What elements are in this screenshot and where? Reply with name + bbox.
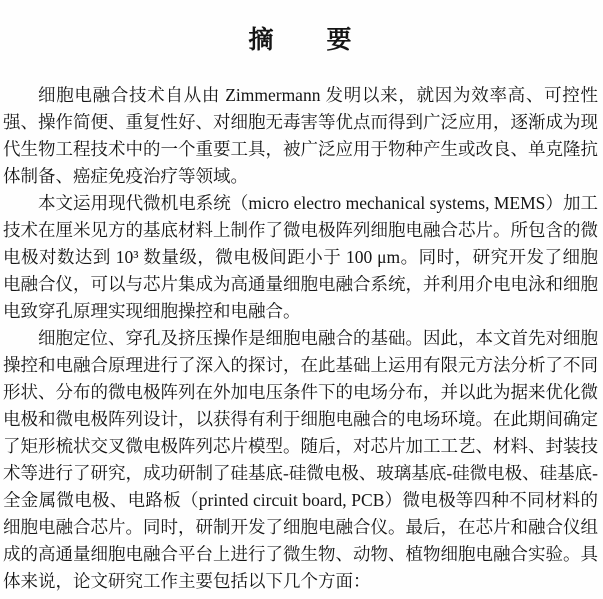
abstract-paragraph-intro: 细胞电融合技术自从由 Zimmermann 发明以来，就因为效率高、可控性强、操作简便、重复性好、对细胞无毒害等优点而得到广泛应用，逐渐成为现代生物工程技术中的一个重要工具，被广泛应用于物种产生或改良、单克隆抗体制备、癌症免疫治疗等领域。 — [3, 85, 598, 186]
abstract-paragraph-mems-chip: 本文运用现代微机电系统（micro electro mechanical systems, MEMS）加工技术在厘米见方的基底材料上制作了微电极阵列细胞电融合芯片。所包含的微电极对数达到 10³ 数量级，微电极间距小于 100 μm。同时，研究开发了细胞电融合仪，可以与芯片集成为高通量细胞电融合系统，并利用介电电泳和细胞电致穿孔原理实现细胞操控和电融合。 — [3, 193, 598, 321]
page-title: 摘 要 — [248, 27, 353, 54]
abstract-paragraph-research-work: 细胞定位、穿孔及挤压操作是细胞电融合的基础。因此，本文首先对细胞操控和电融合原理进行了深入的探讨，在此基础上运用有限元方法分析了不同形状、分布的微电极阵列在外加电压条件下的电场分布，并以此为据来优化微电极和微电极阵列设计，以获得有利于细胞电融合的电场环境。在此期间确定了矩形梳状交叉微电极阵列芯片模型。随后，对芯片加工工艺、材料、封装技术等进行了研究，成功研制了硅基底-硅微电极、玻璃基底-硅微电极、硅基底-全金属微电极、电路板（printed circuit board, PCB）微电极等四种不同材料的细胞电融合芯片。同时，研制开发了细胞电融合仪。最后，在芯片和融合仪组成的高通量细胞电融合平台上进行了微生物、动物、植物细胞电融合实验。具体来说，论文研究工作主要包括以下几个方面： — [3, 328, 598, 591]
